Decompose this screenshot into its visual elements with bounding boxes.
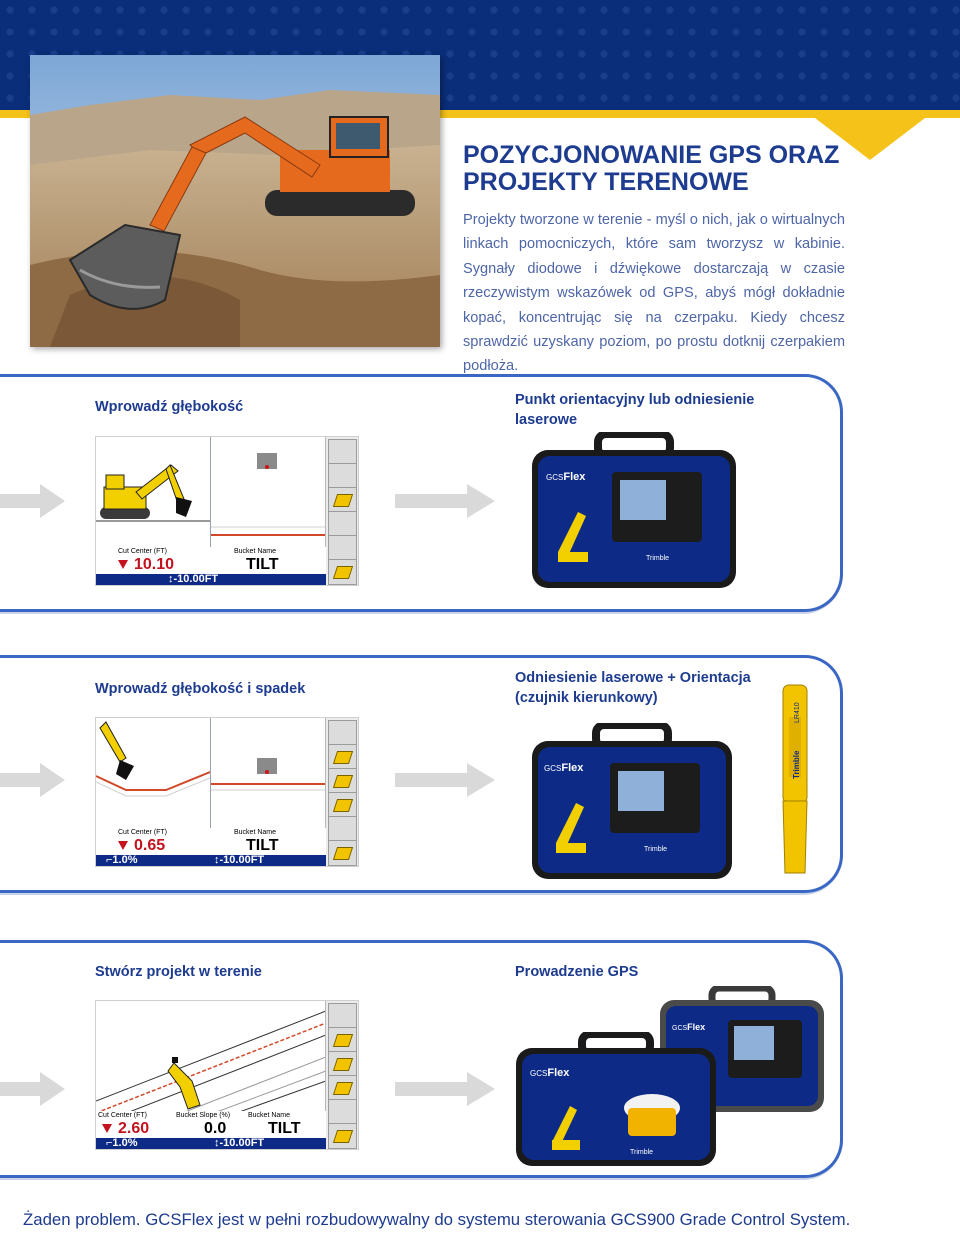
bucket-slope-caption: Bucket Slope (%) [176, 1112, 231, 1119]
offset-bar [96, 855, 326, 866]
arrow-right-icon [395, 1072, 495, 1106]
case-maker: Trimble [644, 846, 668, 853]
slope-icon [333, 751, 353, 764]
bucket-target-button[interactable] [328, 768, 357, 794]
depth-display-screen [95, 436, 359, 586]
arrow-right-icon [0, 763, 65, 797]
offset-value: ↕-10.00FT [214, 1137, 265, 1149]
case-brand: GCSFlex [672, 1022, 706, 1032]
bucket-name-value: TILT [246, 556, 279, 573]
section-left-label: Wprowadź głębokość [95, 399, 244, 415]
target-icon [333, 775, 353, 788]
laser-sensor-image [775, 683, 815, 875]
cross-section-view [210, 437, 327, 547]
menu-button[interactable] [328, 1099, 357, 1125]
screen-side-menu[interactable] [325, 437, 358, 585]
offset-bar [96, 574, 326, 585]
slope-value: ⌐1.0% [106, 1137, 138, 1149]
case-brand: GCSFlex [530, 1067, 570, 1079]
screen-side-menu[interactable] [325, 1001, 358, 1149]
bucket-name-caption: Bucket Name [234, 829, 277, 836]
cut-value: 2.60 [102, 1120, 149, 1138]
bucket-button[interactable] [328, 559, 357, 585]
screen-status-bar [96, 547, 326, 585]
screen-side-menu[interactable] [325, 718, 358, 866]
case-brand: GCSFlex [546, 471, 586, 483]
menu-button[interactable] [328, 720, 357, 746]
excavator-profile-view [96, 718, 210, 828]
gcsflex-case-image [528, 723, 736, 883]
offset-bar [96, 1138, 326, 1149]
bucket-icon [333, 1130, 353, 1143]
bucket-name-caption: Bucket Name [234, 548, 277, 555]
grade-icon [333, 799, 353, 812]
hero-excavator-photo [30, 55, 440, 347]
grade-button[interactable] [328, 1075, 357, 1101]
arrow-right-icon [0, 1072, 65, 1106]
bucket-name-value: TILT [246, 837, 279, 854]
bucket-name-caption: Bucket Name [248, 1112, 291, 1119]
down-arrow-icon [118, 841, 128, 850]
cut-center-caption: Cut Center (FT) [98, 1112, 148, 1119]
bucket-icon [333, 566, 353, 579]
footer-text: Żaden problem. GCSFlex jest w pełni rozbudowywalny do systemu sterowania GCS900 Grade Control System. [23, 1210, 851, 1229]
page-title: POZYCJONOWANIE GPS ORAZ PROJEKTY TERENOWE [463, 141, 840, 196]
menu-button[interactable] [328, 1003, 357, 1029]
bucket-button[interactable] [328, 1123, 357, 1149]
grade-icon [333, 1082, 353, 1095]
offset-value: ↕-10.00FT [168, 573, 219, 585]
depth-slope-display-screen [95, 717, 359, 867]
menu-button[interactable] [328, 535, 357, 561]
grade-button[interactable] [328, 792, 357, 818]
cross-section-view [210, 718, 327, 828]
bucket-name-value: TILT [268, 1120, 301, 1137]
section-right-label: Prowadzenie GPS [515, 964, 639, 980]
target-icon [333, 494, 353, 507]
gcsflex-case-image [528, 432, 740, 592]
cut-center-caption: Cut Center (FT) [118, 548, 168, 555]
arrow-right-icon [0, 484, 65, 518]
field-design-display-screen [95, 1000, 359, 1150]
case-brand: GCSFlex [544, 762, 584, 774]
case-maker: Trimble [630, 1149, 654, 1156]
bucket-icon [333, 847, 353, 860]
bucket-target-button[interactable] [328, 1051, 357, 1077]
slope-icon [333, 1034, 353, 1047]
screen-status-bar [96, 828, 326, 866]
arrow-right-icon [395, 484, 495, 518]
menu-button[interactable] [328, 816, 357, 842]
screen-status-bar [96, 1111, 326, 1149]
intro-paragraph: Projekty tworzone w terenie - myśl o nich, jak o wirtualnych linkach pomocniczych, które sam tworzysz w kabinie. Sygnały diodowe i dźwiękowe dostarczają w czasie rzeczywistym wskazówek od GPS, abyś mógł dokładnie kopać, koncentrując się na czerpaku. Kiedy chcesz sprawdzić uzyskany poziom, po prostu dotknij czerpakiem podłoża. [463, 212, 845, 375]
section-left-label: Wprowadź głębokość i spadek [95, 681, 306, 697]
section-left-label: Stwórz projekt w terenie [95, 964, 262, 980]
section-right-label: Odniesienie laserowe + Orientacja (czujnik kierunkowy) [515, 670, 751, 706]
bucket-button[interactable] [328, 840, 357, 866]
cut-value: 10.10 [118, 556, 174, 574]
menu-button[interactable] [328, 511, 357, 537]
section-right-label: Punkt orientacyjny lub odniesienie laserowe [515, 392, 755, 428]
slope-button[interactable] [328, 744, 357, 770]
slope-button[interactable] [328, 1027, 357, 1053]
cut-center-caption: Cut Center (FT) [118, 829, 168, 836]
menu-button[interactable] [328, 463, 357, 489]
bucket-slope-value: 0.0 [204, 1120, 227, 1137]
sensor-brand: Trimble [792, 750, 801, 779]
arrow-right-icon [395, 763, 495, 797]
cut-value: 0.65 [118, 837, 165, 855]
down-arrow-icon [118, 560, 128, 569]
menu-button[interactable] [328, 439, 357, 465]
target-icon [333, 1058, 353, 1071]
gcsflex-case-front-image [512, 1032, 720, 1168]
sensor-model: LR410 [794, 702, 801, 723]
case-maker: Trimble [646, 555, 670, 562]
down-arrow-icon [102, 1124, 112, 1133]
slope-value: ⌐1.0% [106, 854, 138, 866]
plan-view [96, 1001, 326, 1111]
bucket-target-button[interactable] [328, 487, 357, 513]
offset-value: ↕-10.00FT [214, 854, 265, 866]
excavator-profile-view [96, 437, 210, 547]
